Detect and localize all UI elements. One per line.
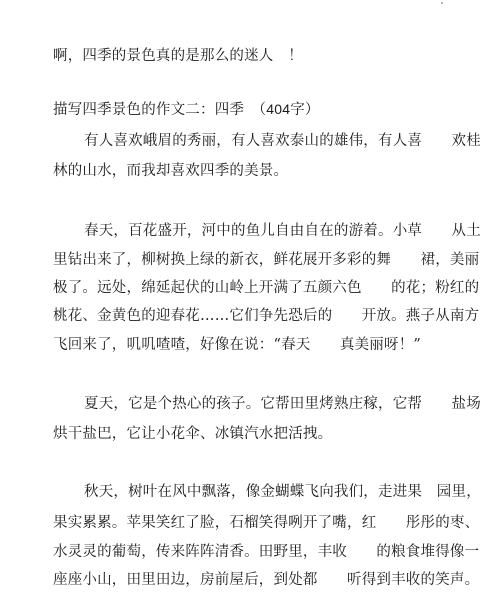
- paragraph-line: 水灵灵的葡萄，传来阵阵清香。田野里，丰收 的粮食堆得像一: [53, 544, 480, 560]
- paragraph-line: 里钻出来了，柳树换上绿的新衣，鲜花展开多彩的舞 裙，美丽: [53, 252, 480, 268]
- essay-title-suffix: 字）: [290, 102, 320, 118]
- paragraph-line: 有人喜欢峨眉的秀丽，有人喜欢泰山的雄伟，有人喜 欢桂: [84, 133, 481, 149]
- paragraph-line: 林的山水，而我却喜欢四季的美景。: [53, 163, 289, 179]
- page-corner-mark: [441, 2, 443, 4]
- essay-title: [53, 99, 320, 120]
- paragraph-line: 烘干盐巴，它让小花伞、冰镇汽水把活拽。: [53, 426, 333, 442]
- intro-closing-line: 啊，四季的景色真的是那么的迷人 ！: [53, 48, 303, 64]
- paragraph-line: 飞回来了，叽叽喳喳，好像在说：“春天 真美丽呀！”: [53, 337, 422, 353]
- paragraph-line: 春天，百花盛开，河中的鱼儿自由自在的游着。小草 从土: [84, 223, 481, 239]
- essay-title-word-count: 404: [266, 101, 291, 117]
- paragraph-line: 秋天，树叶在风中飘落，像金蝴蝶飞向我们，走进果 园里，: [84, 484, 481, 500]
- paragraph-line: 座座小山，田里田边，房前屋后，到处都 听得到丰收的笑声。: [53, 572, 480, 588]
- paragraph-line: 夏天，它是个热心的孩子。它帮田里烤熟庄稼，它帮 盐场: [84, 396, 481, 412]
- paragraph-line: 桃花、金黄色的迎春花……它们争先恐后的 开放。燕子从南方: [53, 308, 480, 324]
- paragraph-line: 极了。远处，绵延起伏的山岭上开满了五颜六色 的花；粉红的: [53, 280, 480, 296]
- essay-title-prefix: 描写四季景色的作文二：四季 （: [53, 102, 267, 118]
- paragraph-line: 果实累累。苹果笑红了脸，石榴笑得咧开了嘴，红 彤彤的枣、: [53, 515, 480, 531]
